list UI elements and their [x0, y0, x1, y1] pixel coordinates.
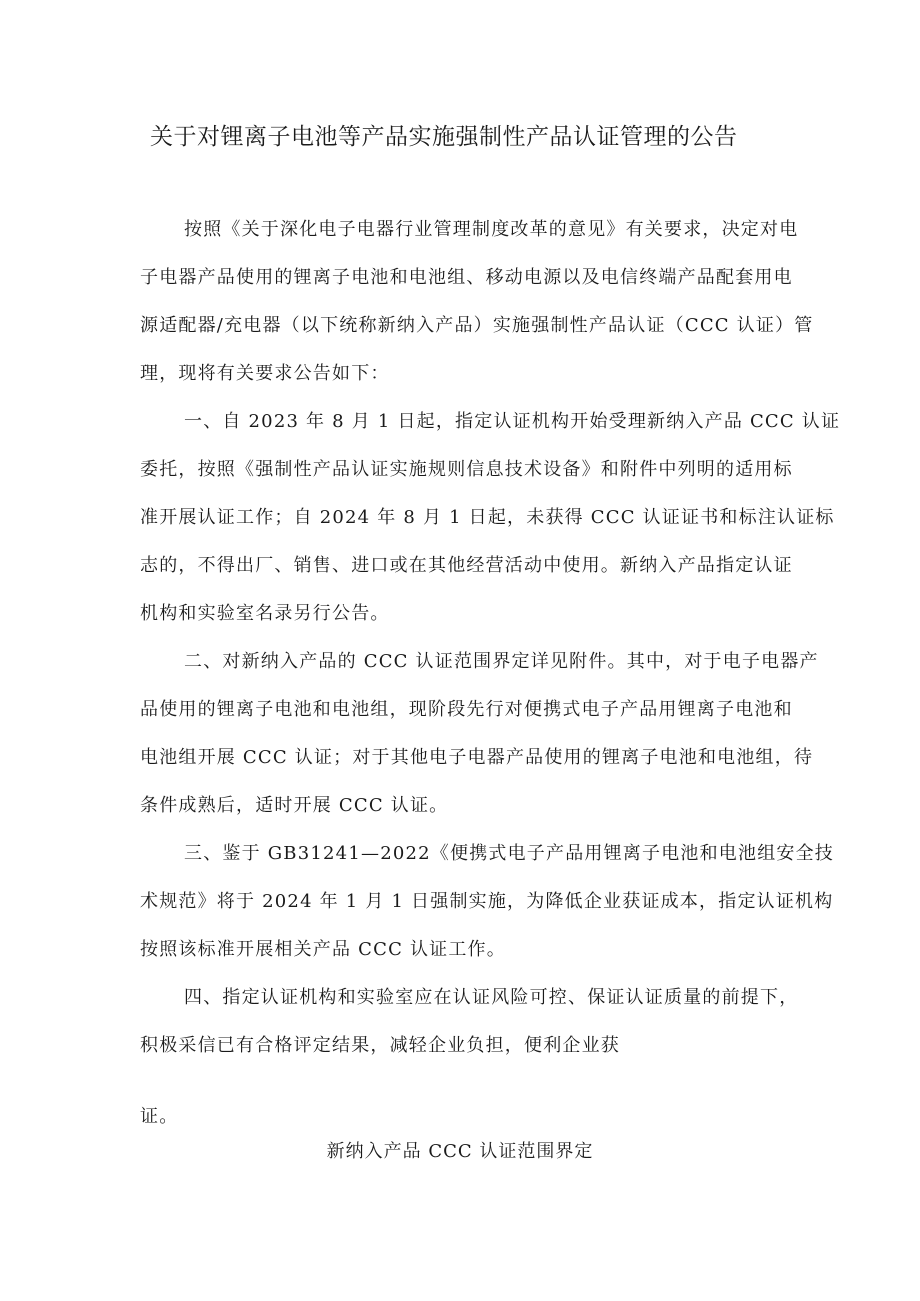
item-two-paragraph	[140, 638, 840, 830]
paragraph-line: 子电器产品使用的锂离子电池和电池组、移动电源以及电信终端产品配套用电	[140, 267, 793, 288]
paragraph-line: 三、鉴于 GB31241—2022《便携式电子产品用锂离子电池和电池组安全技	[184, 843, 834, 864]
paragraph-line: 电池组开展 CCC 认证；对于其他电子电器产品使用的锂离子电池和电池组，待	[140, 747, 814, 768]
paragraph-line: 术规范》将于 2024 年 1 月 1 日强制实施，为降低企业获证成本，指定认证机构	[140, 891, 834, 912]
document-title: 关于对锂离子电池等产品实施强制性产品认证管理的公告	[150, 124, 738, 150]
item-one-paragraph	[140, 398, 840, 638]
paragraph-line: 志的，不得出厂、销售、进口或在其他经营活动中使用。新纳入产品指定认证	[140, 555, 793, 576]
paragraph-line: 四、指定认证机构和实验室应在认证风险可控、保证认证质量的前提下，	[184, 987, 799, 1008]
paragraph-line: 二、对新纳入产品的 CCC 认证范围界定详见附件。其中，对于电子电器产	[184, 651, 819, 672]
item-four-tail: 证。	[140, 1106, 179, 1127]
paragraph-line: 理，现将有关要求公告如下：	[140, 363, 390, 384]
paragraph-line: 按照《关于深化电子电器行业管理制度改革的意见》有关要求，决定对电	[184, 219, 799, 240]
attachment-title: 新纳入产品 CCC 认证范围界定	[326, 1141, 594, 1162]
paragraph-line: 一、自 2023 年 8 月 1 日起，指定认证机构开始受理新纳入产品 CCC 认证	[184, 411, 841, 432]
paragraph-line: 按照该标准开展相关产品 CCC 认证工作。	[140, 939, 506, 960]
paragraph-line: 准开展认证工作；自 2024 年 8 月 1 日起，未获得 CCC 认证证书和标注认证标	[140, 507, 835, 528]
item-four-paragraph	[140, 974, 840, 1070]
paragraph-line: 源适配器/充电器（以下统称新纳入产品）实施强制性产品认证（CCC 认证）管	[140, 315, 814, 336]
paragraph-line: 机构和实验室名录另行公告。	[140, 603, 390, 624]
item-three-paragraph	[140, 830, 840, 974]
paragraph-line: 条件成熟后，适时开展 CCC 认证。	[140, 795, 449, 816]
intro-paragraph	[140, 206, 840, 398]
paragraph-line: 委托，按照《强制性产品认证实施规则信息技术设备》和附件中列明的适用标	[140, 459, 793, 480]
paragraph-line: 品使用的锂离子电池和电池组，现阶段先行对便携式电子产品用锂离子电池和	[140, 699, 793, 720]
paragraph-line: 积极采信已有合格评定结果，减轻企业负担，便利企业获	[140, 1035, 620, 1056]
